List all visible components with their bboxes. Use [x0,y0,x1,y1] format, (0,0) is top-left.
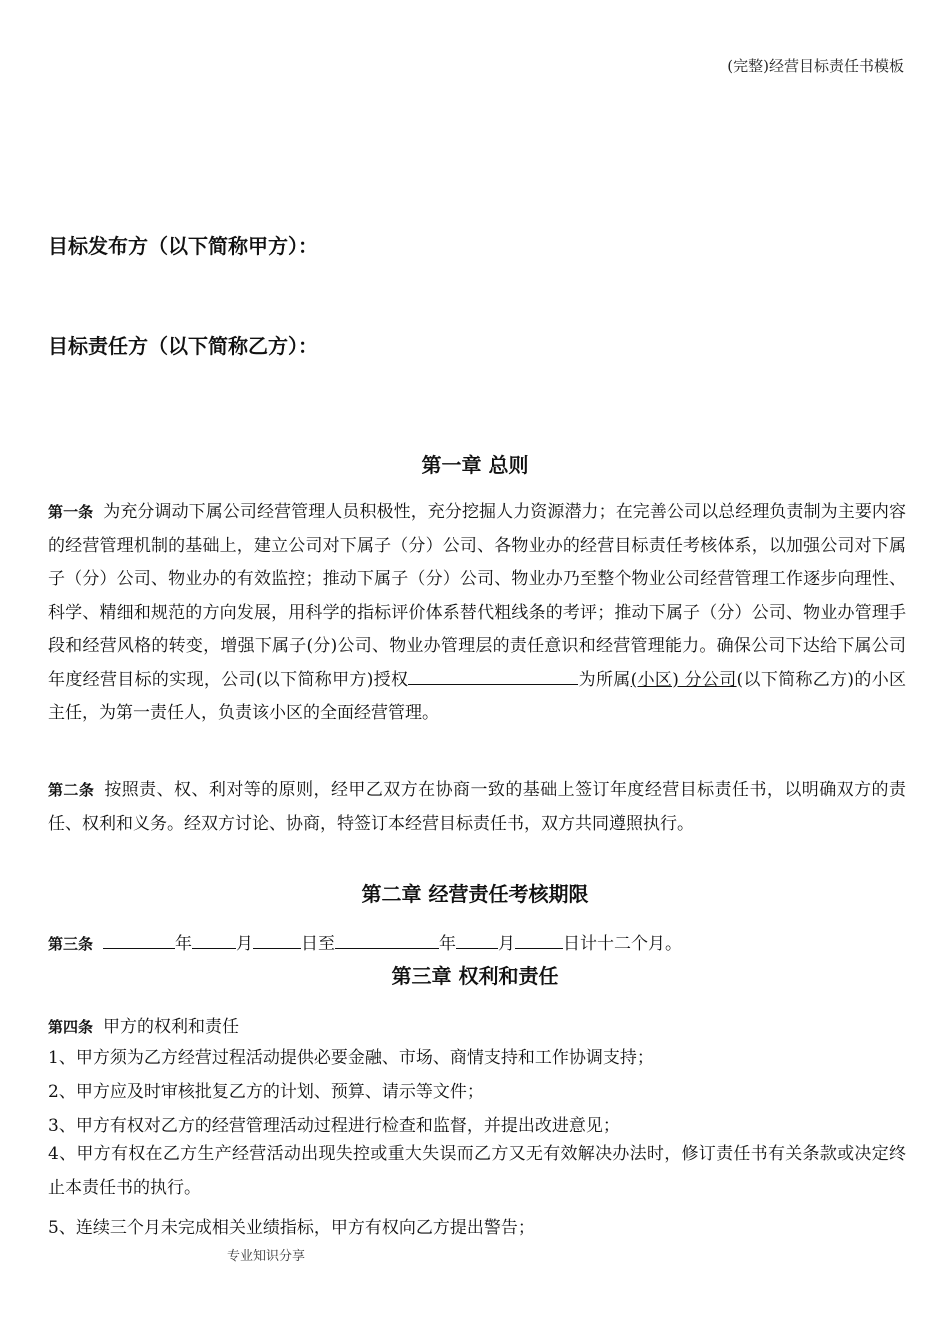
list-item: 1、甲方须为乙方经营过程活动提供必要金融、市场、商情支持和工作协调支持； [48,1048,654,1068]
document-header-title: (完整)经营目标责任书模板 [727,57,904,75]
year-unit: 年 [175,934,193,954]
chapter-2-title: 第二章 经营责任考核期限 [361,882,589,906]
end-day-blank[interactable] [515,928,563,949]
year2-unit: 年 [439,934,457,954]
start-month-blank[interactable] [192,928,236,949]
article-4-title: 甲方的权利和责任 [103,1017,240,1037]
party-responsible-line: 目标责任方（以下简称乙方）： [48,334,318,358]
party-issuer-line: 目标发布方（以下简称甲方）： [48,234,318,258]
article-2-text: 按照责、权、利对等的原则，经甲乙双方在协商一致的基础上签订年度经营目标责任书，以明确双方的责任、权利和义务。经双方讨论、协商，特签订本经营目标责任书，双方共同遵照执行。 [48,780,906,834]
article-3-line [48,928,682,954]
list-item: 5、连续三个月未完成相关业绩指标，甲方有权向乙方提出警告； [48,1218,535,1238]
chapter-1-title: 第一章 总则 [421,453,529,477]
article-2-paragraph [48,774,906,841]
article-3-label: 第三条 [48,935,94,953]
article-1-text-a: 为充分调动下属公司经营管理人员积极性，充分挖掘人力资源潜力；在完善公司以总经理负责制为主要内容的经营管理机制的基础上，建立公司对下属子（分）公司、各物业办的经营目标责任考核体系，以加强公司对下属子（分）公司、物业办的有效监控；推动下属子（分）公司、物业办乃至整个物业公司经营管理工作逐步向理性、科学、精细和规范的方向发展，用科学的指标评价体系替代粗线条的考评；推动下属子（分）公司、物业办管理手段和经营风格的转变，增强下属子(分)公司、物业办管理层的责任意识和经营管理能力。确保公司下达给下属公司年度经营目标的实现，公司(以下简称甲方)授权 [48,502,906,690]
end-year-blank[interactable] [335,928,439,949]
end-month-blank[interactable] [456,928,498,949]
list-item: 4、甲方有权在乙方生产经营活动出现失控或重大失误而乙方又无有效解决办法时，修订责任书有关条款或决定终止本责任书的执行。 [48,1144,906,1198]
month2-unit: 月 [498,934,516,954]
article-1-label: 第一条 [48,503,94,521]
article-1-text-c: (小区) 分公司 [630,669,737,690]
article-4-heading [48,1012,239,1037]
page-footer: 专业知识分享 [227,1249,306,1264]
article-4-label: 第四条 [48,1018,94,1036]
authorized-person-blank[interactable] [408,664,578,685]
period-end-text: 日计十二个月。 [563,934,683,954]
start-year-blank[interactable] [103,928,175,949]
list-item: 2、甲方应及时审核批复乙方的计划、预算、请示等文件； [48,1082,484,1102]
day-to-text: 日至 [301,934,336,954]
list-item: 3、甲方有权对乙方的经营管理活动过程进行检查和监督，并提出改进意见； [48,1116,620,1136]
month-unit: 月 [236,934,254,954]
chapter-3-title: 第三章 权利和责任 [391,964,559,988]
start-day-blank[interactable] [253,928,301,949]
article-2-label: 第二条 [48,781,95,799]
article-1-text-d: (以下简称乙方)的小区主任，为第一责任人，负责该小区的全面经营管理。 [48,669,907,723]
article-1-paragraph [48,496,906,731]
article-1-text-b: 为所属 [578,669,631,690]
